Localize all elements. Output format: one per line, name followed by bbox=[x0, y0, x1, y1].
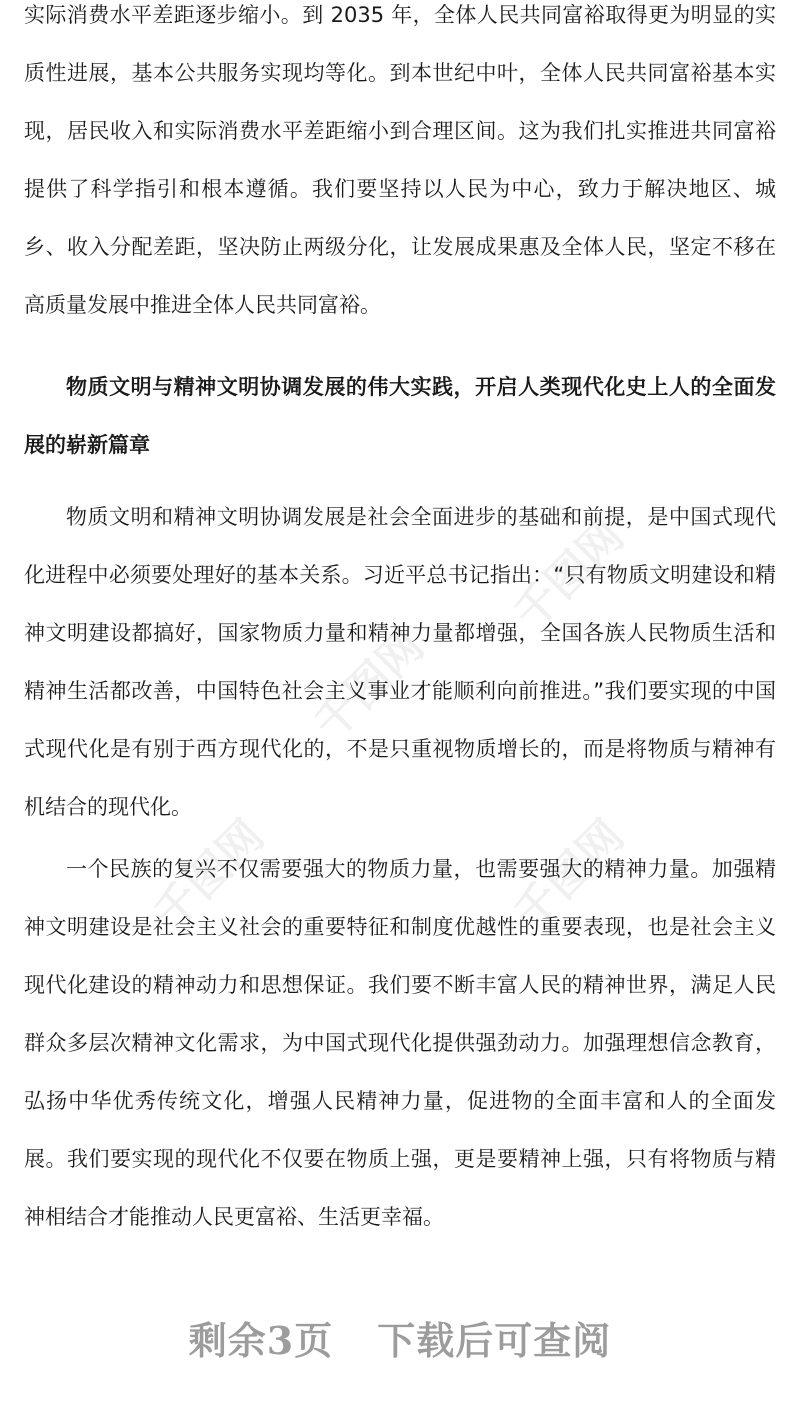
paragraph-national-rejuvenation: 一个民族的复兴不仅需要强大的物质力量，也需要强大的精神力量。加强精神文明建设是社会主义社会的重要特征和制度优越性的重要表现，也是社会主义现代化建设的精神动力和思想保证。我们要不断丰富人民的精神世界，满足人民群众多层次精神文化需求，为中国式现代化提供强劲动力。加强理想信念教育，弘扬中华优秀传统文化，增强人民精神力量，促进物的全面丰富和人的全面发展。我们要实现的现代化不仅要在物质上强，更是要精神上强，只有将物质与精神相结合才能推动人民更富裕、生活更幸福。 bbox=[24, 857, 776, 1229]
remaining-pages-label: 剩余3页 bbox=[188, 1318, 334, 1363]
watermark-text: 千图网 bbox=[144, 810, 274, 940]
download-prompt-banner[interactable] bbox=[0, 1310, 800, 1365]
download-to-view-label: 下载后可查阅 bbox=[377, 1318, 612, 1363]
section-heading: 物质文明与精神文明协调发展的伟大实践，开启人类现代化史上人的全面发展的崭新篇章 bbox=[24, 375, 776, 457]
paragraph-material-spiritual: 物质文明和精神文明协调发展是社会全面进步的基础和前提，是中国式现代化进程中必须要处理好的基本关系。习近平总书记指出：“只有物质文明建设和精神文明建设都搞好，国家物质力量和精神力量都增强，全国各族人民物质生活和精神生活都改善，中国特色社会主义事业才能顺利向前推进。”我们要实现的中国式现代化是有别于西方现代化的，不是只重视物质增长的，而是将物质与精神有机结合的现代化。 bbox=[24, 505, 776, 819]
watermark-text: 千图网 bbox=[304, 620, 434, 750]
watermark-text: 千图网 bbox=[504, 810, 634, 940]
watermark-text: 千图网 bbox=[504, 510, 634, 640]
paragraph-continued: 实际消费水平差距逐步缩小。到 2035 年，全体人民共同富裕取得更为明显的实质性进展，基本公共服务实现均等化。到本世纪中叶，全体人民共同富裕基本实现，居民收入和实际消费水平差距缩小到合理区间。这为我们扎实推进共同富裕提供了科学指引和根本遵循。我们要坚持以人民为中心，致力于解决地区、城乡、收入分配差距，坚决防止两级分化，让发展成果惠及全体人民，坚定不移在高质量发展中推进全体人民共同富裕。 bbox=[24, 3, 776, 317]
